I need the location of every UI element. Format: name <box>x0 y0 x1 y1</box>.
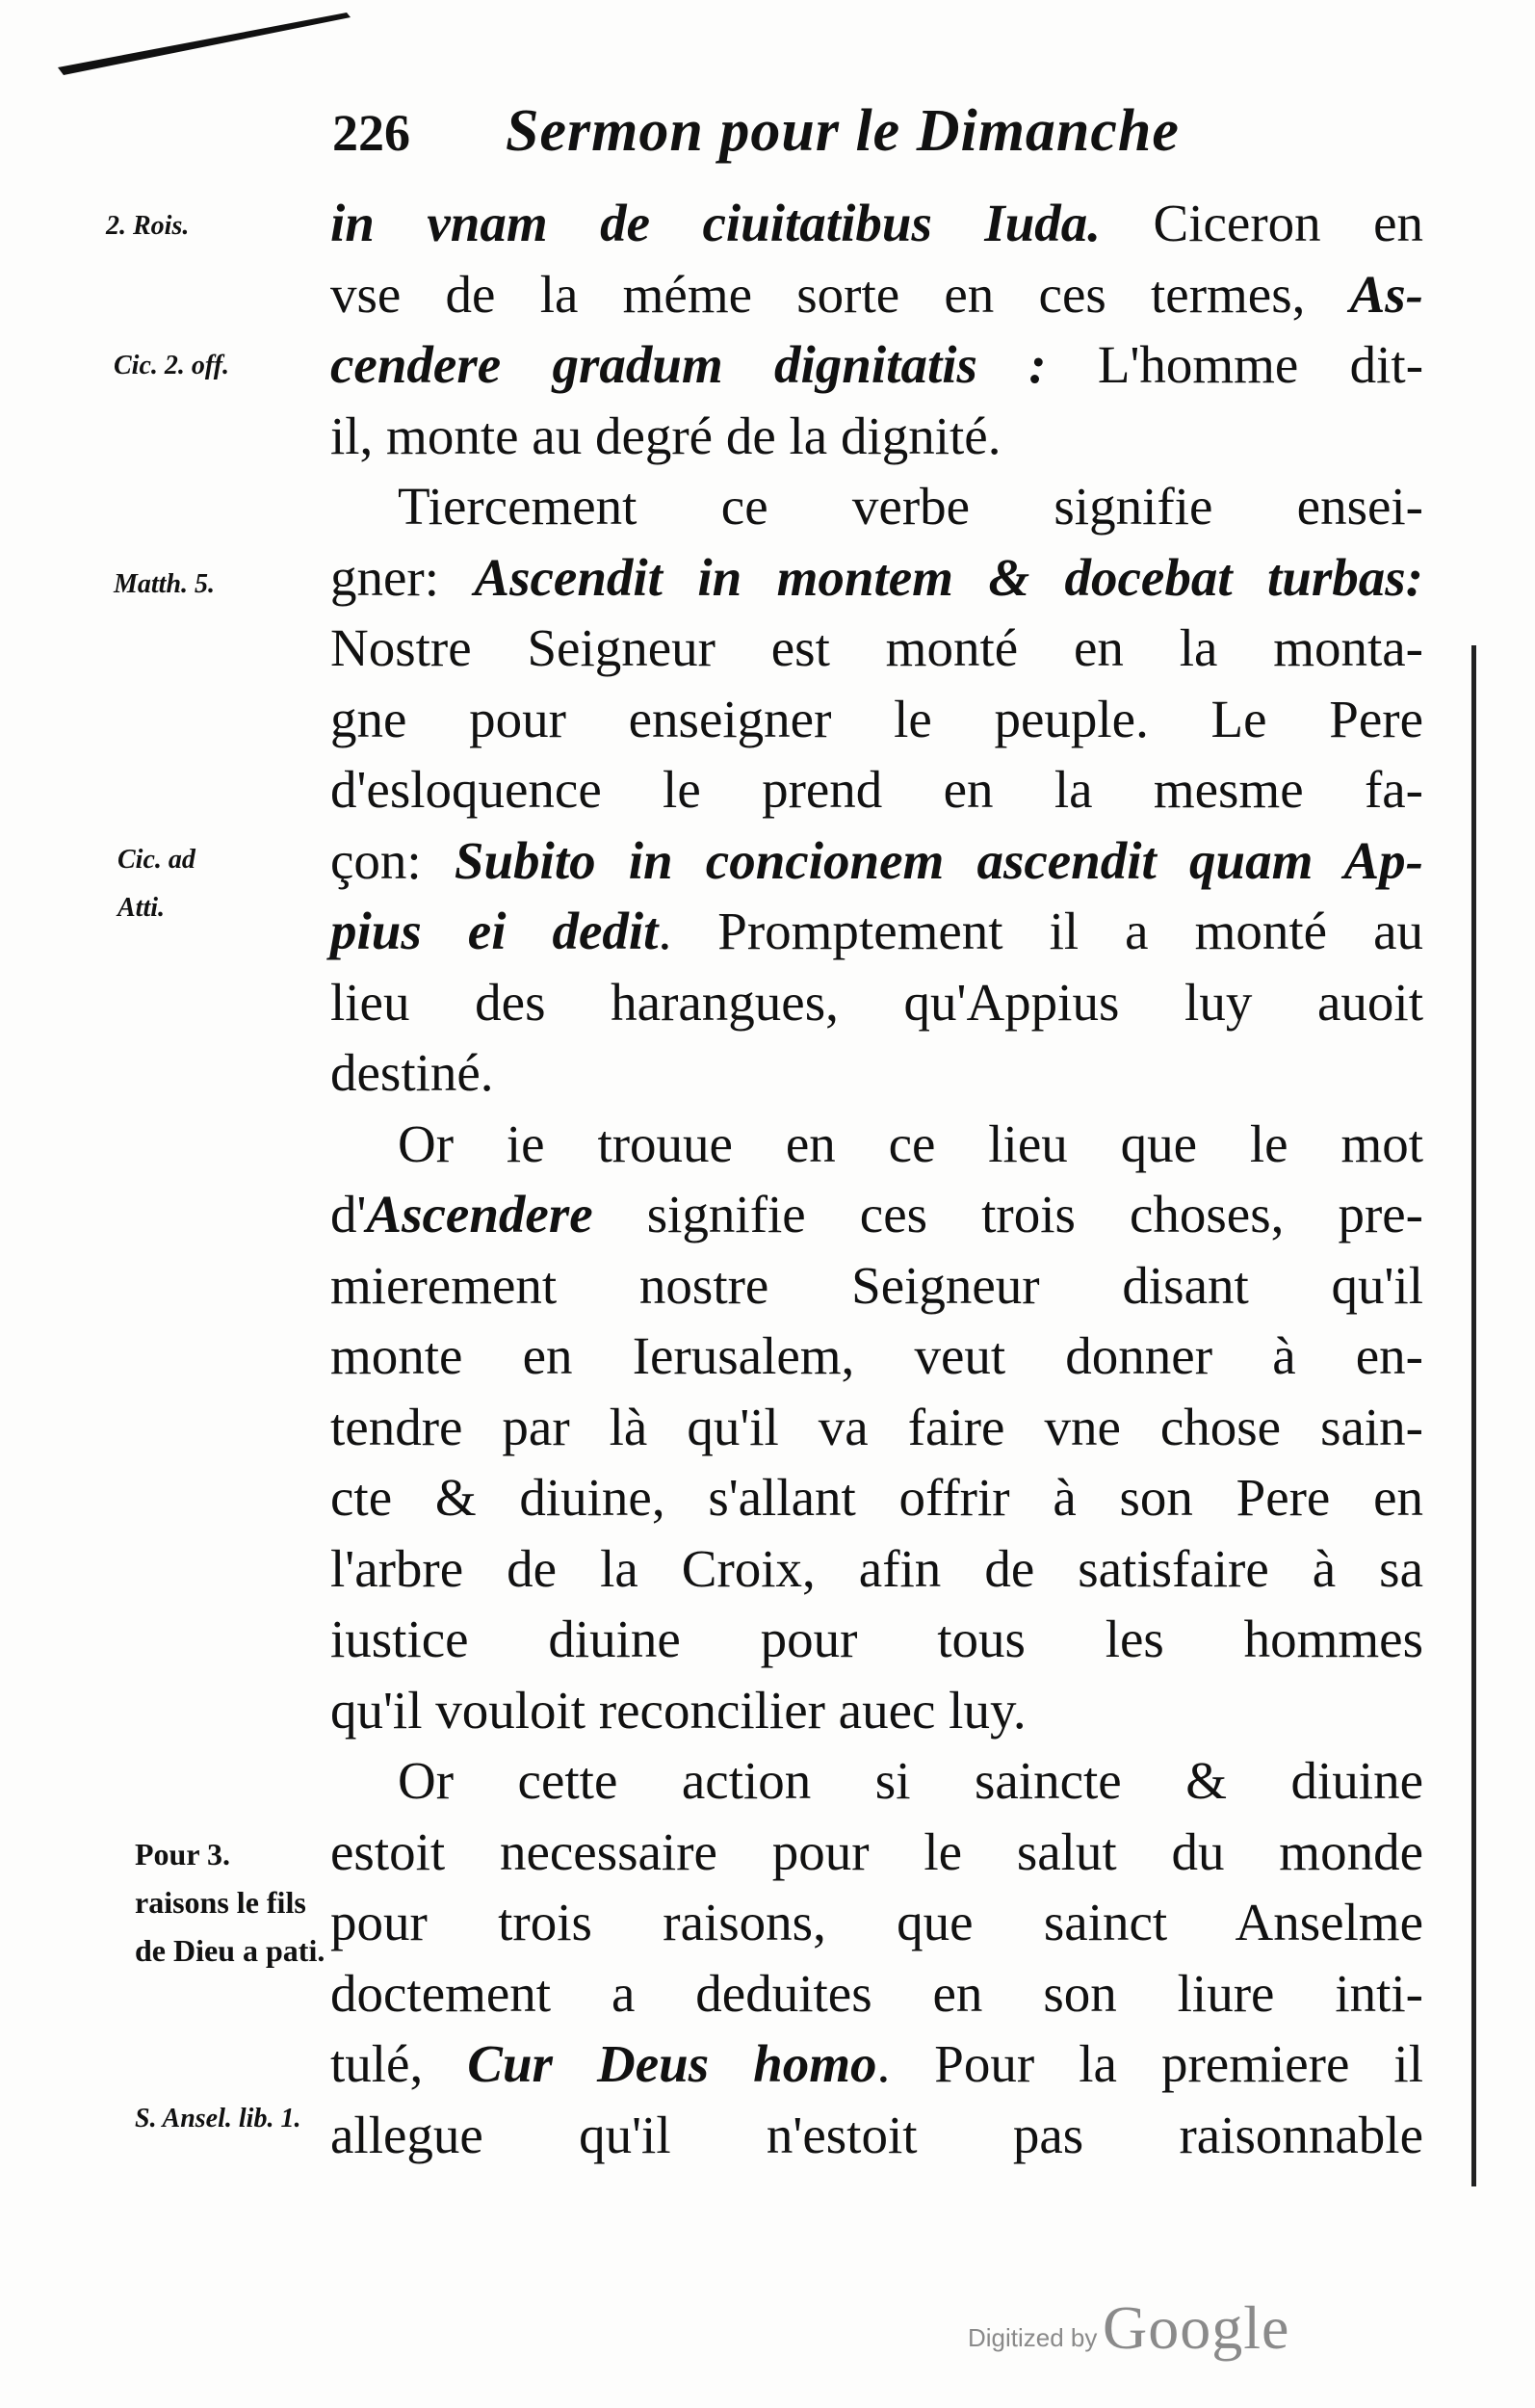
latin-quote: cendere gradum dignitatis : <box>330 335 1047 394</box>
line-segment: L'homme dit- <box>1046 335 1424 394</box>
text-line <box>330 1958 1423 2029</box>
latin-quote: Subito in concionem ascendit quam Ap- <box>454 830 1423 890</box>
body-text <box>330 188 1423 2170</box>
line-segment: destiné. <box>330 1043 494 1102</box>
margin-note-trois-raisons: Pour 3. raisons le fils de Dieu a pati. <box>135 1837 325 1968</box>
text-line <box>330 1745 1423 1817</box>
margin-note-cic-off: Cic. 2. off. <box>114 351 230 380</box>
line-segment: estoit necessaire pour le salut du monde <box>330 1821 1423 1881</box>
margin-note-matth: Matth. 5. <box>114 569 216 599</box>
margin-note-cic-atti: Cic. ad Atti. <box>117 845 195 923</box>
text-line <box>330 542 1423 614</box>
text-line <box>330 1604 1423 1675</box>
text-line <box>330 896 1423 967</box>
text-line <box>330 259 1423 330</box>
running-header <box>332 92 1392 178</box>
line-segment: il, monte au degré de la dignité. <box>330 406 1002 465</box>
text-line <box>330 825 1423 897</box>
watermark-prefix: Digitized by <box>968 2323 1098 2352</box>
line-segment: çon: <box>330 830 455 890</box>
line-segment: Nostre Seigneur est monté en la monta- <box>330 618 1423 677</box>
margin-note-rois: 2. Rois. <box>106 211 190 241</box>
line-segment: tendre par là qu'il va faire vne chose sain- <box>330 1397 1423 1456</box>
line-segment: allegue qu'il n'estoit pas raisonnable <box>330 2105 1423 2164</box>
text-line <box>330 471 1423 542</box>
page-edge-rule <box>1471 645 1476 2186</box>
running-title: Sermon pour le Dimanche <box>506 98 1180 164</box>
text-line <box>330 967 1423 1038</box>
latin-quote: Ascendere <box>366 1185 593 1243</box>
latin-quote: As- <box>1349 264 1423 324</box>
line-segment: pour trois raisons, que sainct Anselme <box>330 1893 1423 1951</box>
line-segment: . Pour la premiere il <box>876 2034 1423 2093</box>
line-segment: iustice diuine pour tous les hommes <box>330 1610 1423 1668</box>
line-segment: mierement nostre Seigneur disant qu'il <box>330 1255 1423 1315</box>
line-segment: . Promptement il a monté au <box>658 902 1423 960</box>
margin-note-ansel: S. Ansel. lib. 1. <box>135 2104 301 2133</box>
line-segment: gner: <box>330 547 475 607</box>
text-line <box>330 188 1423 259</box>
ink-stroke-mark <box>58 8 366 75</box>
text-line <box>330 1321 1423 1392</box>
line-segment: tulé, <box>330 2034 468 2093</box>
line-segment: l'arbre de la Croix, afin de satisfaire à sa <box>330 1538 1423 1598</box>
line-segment: lieu des harangues, qu'Appius luy auoit <box>330 972 1423 1032</box>
line-segment: d'esloquence le prend en la mesme fa- <box>330 760 1423 819</box>
line-segment: doctement a deduites en son liure inti- <box>330 1963 1423 2023</box>
text-line <box>330 401 1423 472</box>
text-line <box>330 684 1423 755</box>
text-line <box>330 1179 1423 1250</box>
text-line <box>330 1533 1423 1605</box>
google-logo: Google <box>1103 2293 1290 2362</box>
text-line <box>330 2028 1423 2100</box>
line-segment: d' <box>330 1185 367 1243</box>
text-line <box>330 754 1423 825</box>
latin-quote: pius ei dedit <box>330 902 659 960</box>
text-line <box>330 2100 1423 2171</box>
text-line <box>330 1817 1423 1888</box>
line-segment: gne pour enseigner le peuple. Le Pere <box>330 689 1423 748</box>
line-segment: qu'il vouloit reconcilier auec luy. <box>330 1680 1027 1740</box>
text-line <box>330 1887 1423 1958</box>
text-line <box>330 613 1423 684</box>
line-segment: Tiercement ce verbe signifie ensei- <box>398 477 1423 536</box>
text-line <box>330 1109 1423 1180</box>
line-segment: monte en Ierusalem, veut donner à en- <box>330 1326 1423 1385</box>
line-segment: Or ie trouue en ce lieu que le mot <box>398 1113 1423 1173</box>
page-number: 226 <box>332 104 410 162</box>
latin-quote: in vnam de ciuitatibus Iuda. <box>330 194 1102 252</box>
digitized-by-google-watermark <box>968 2292 1488 2369</box>
text-line <box>330 329 1423 401</box>
text-line <box>330 1392 1423 1463</box>
text-line <box>330 1037 1423 1109</box>
text-line <box>330 1462 1423 1533</box>
line-segment: cte & diuine, s'allant offrir à son Pere en <box>330 1468 1423 1527</box>
line-segment: signifie ces trois choses, pre- <box>592 1185 1423 1243</box>
line-segment: Ciceron en <box>1101 194 1424 252</box>
latin-quote: Cur Deus homo <box>467 2034 877 2093</box>
line-segment: vse de la méme sorte en ces termes, <box>330 264 1350 324</box>
text-line <box>330 1250 1423 1322</box>
text-line <box>330 1675 1423 1746</box>
line-segment: Or cette action si saincte & diuine <box>398 1751 1423 1810</box>
latin-quote: Ascendit in montem & docebat turbas: <box>474 547 1423 607</box>
